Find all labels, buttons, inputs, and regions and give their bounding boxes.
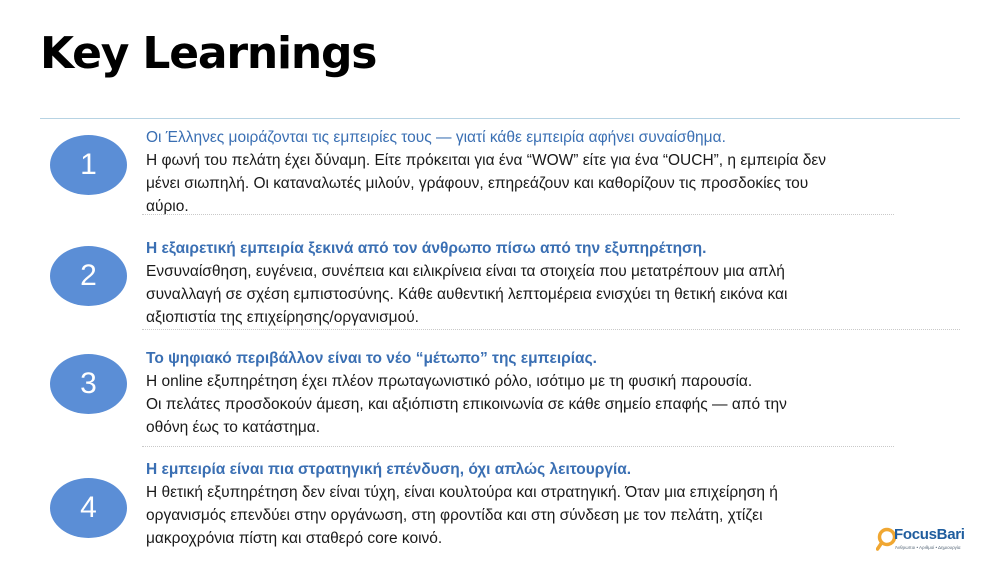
learning-heading: Η εμπειρία είναι πια στρατηγική επένδυση, όχι απλώς λειτουργία. [146,461,632,478]
number-badge: 1 [50,135,127,195]
learning-heading: Το ψηφιακό περιβάλλον είναι το νέο “μέτωπο” της εμπειρίας. [146,350,597,367]
item-divider [142,329,960,330]
number-badge: 2 [50,246,127,306]
item-divider [142,446,894,447]
learning-body: Η φωνή του πελάτη έχει δύναμη. Είτε πρόκειται για ένα “WOW” είτε για ένα “OUCH”, η εμπειρία δεν μένει σιωπηλή. Οι καταναλωτές μιλούν, γράφουν, επηρεάζουν και καθορίζουν τις προσδοκίες του αύριο. [146,152,827,215]
learning-body: Ενσυναίσθηση, ευγένεια, συνέπεια και ειλικρίνεια είναι τα στοιχεία που μετατρέπουν μια απλή συναλλαγή σε σχέση εμπιστοσύνης. Κάθε αυθεντική λεπτομέρεια ενισχύει τη θετική εικόνα και αξιοπιστία της επιχείρησης/οργανισμού. [146,263,788,326]
learning-text [146,347,787,439]
learning-body: Η online εξυπηρέτηση έχει πλέον πρωταγωνιστικό ρόλο, ισότιμο με τη φυσική παρουσία. Οι πελάτες προσδοκούν άμεση, και αξιόπιστη επικοινωνία σε κάθε σημείο επαφής — από την οθόνη έως το κατάστημα. [146,373,787,436]
logo-tagline: Άνθρωποι • Αριθμοί • Δημιουργία [895,545,961,550]
title-divider [40,118,960,119]
learning-heading: Οι Έλληνες μοιράζονται τις εμπειρίες τους — γιατί κάθε εμπειρία αφήνει συναίσθημα. [146,129,726,146]
learning-text [146,458,778,550]
focusbari-logo [876,525,996,559]
number-badge: 3 [50,354,127,414]
item-divider [142,214,894,215]
page-title: Key Learnings [40,28,377,79]
learning-heading: Η εξαιρετική εμπειρία ξεκινά από τον άνθρωπο πίσω από την εξυπηρέτηση. [146,240,707,257]
number-badge: 4 [50,478,127,538]
learning-text [146,237,787,329]
learning-text [146,126,826,218]
logo-wordmark: FocusBari [894,526,965,543]
learning-body: Η θετική εξυπηρέτηση δεν είναι τύχη, είναι κουλτούρα και στρατηγική. Όταν μια επιχείρηση ή οργανισμός επενδύει στην οργάνωση, στη φροντίδα και στη σύνδεση με τον πελάτη, χτίζει μακροχρόνια πίστη και σταθερό core κοινό. [146,484,778,547]
